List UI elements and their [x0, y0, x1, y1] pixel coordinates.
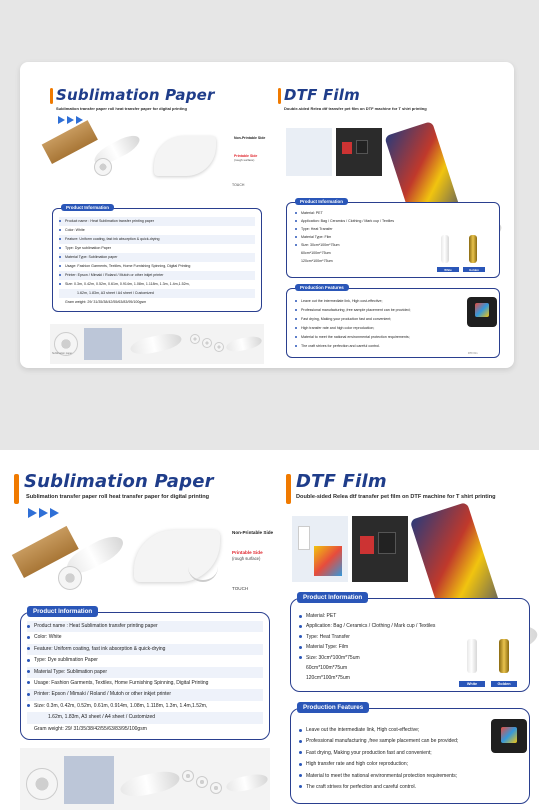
info-item: 1.62m, 1.83m, A3 sheet / A4 sheet / Customized — [27, 712, 263, 723]
gallery-roll-4 — [202, 338, 212, 348]
info-item: Material: PET — [299, 613, 459, 623]
info-item: Usage: Fashion Garments, Textiles, Home Furnishing Spinning, Digital Printing — [27, 678, 263, 689]
dtf-info-box — [290, 594, 530, 692]
tshirt-photo — [352, 516, 408, 582]
info-item: Feature: Uniform coating, fast ink absorption & quick-drying — [59, 235, 255, 244]
dtf-info-list — [295, 211, 425, 267]
dtf-title: DTF Film — [296, 471, 387, 492]
gallery-photo — [64, 756, 114, 804]
info-item: Usage: Fashion Garments, Textiles, Home Furnishing Spinning, Digital Printing — [59, 262, 255, 271]
dtf-subtitle: Double-sided Relea dtf transfer pet film on DTF machine for T shirt printing — [284, 106, 427, 111]
feature-item: Fast drying, Making your production fast and convenient; — [299, 750, 499, 761]
dtf-features-list — [295, 299, 465, 353]
feature-item: Professional manufacturing ,free sample placement can be provided; — [299, 738, 499, 749]
info-item: Size: 0.3m, 0.42m, 0.52m, 0.61m, 0.914m, 1.08m, 1.118m, 1.3m, 1.4m,1.52m, — [59, 280, 255, 289]
info-item: 120cm*100m*75um — [306, 675, 350, 682]
info-item: Application: Bag / Ceramics / Clothing / Mark cup / Textiles — [295, 219, 425, 227]
paper-sheet — [154, 136, 216, 176]
info-item: Material: PET — [295, 211, 425, 219]
printable-note: (rough surface) — [232, 556, 261, 561]
sublimation-info-box — [52, 205, 262, 312]
feature-item: Professional manufacturing ,free sample placement can be provided; — [295, 308, 465, 317]
roll-end — [58, 566, 82, 590]
info-item: Material Type: Film — [299, 644, 459, 654]
white-badge: White — [459, 681, 485, 687]
sublimation-roll-image — [22, 526, 126, 592]
gallery-roll-3 — [190, 334, 200, 344]
title-accent-bar — [286, 474, 291, 504]
paper-sides-image — [130, 524, 230, 590]
dtf-features-list — [299, 727, 499, 795]
touch-label: TOUCH — [232, 183, 245, 187]
sublimation-gallery — [20, 748, 270, 810]
sublimation-info-list — [27, 621, 263, 735]
golden-badge: Golden — [491, 681, 517, 687]
gallery-roll-2 — [119, 768, 182, 800]
features-tshirt-photo — [467, 297, 497, 327]
info-item: Application: Bag / Ceramics / Clothing / Mark cup / Textiles — [299, 623, 459, 633]
white-badge: White — [437, 267, 459, 272]
info-item: 60cm*100m*75um — [306, 664, 348, 671]
tshirt-photo — [336, 128, 382, 176]
sublimation-title: Sublimation Paper — [56, 86, 215, 104]
right-page-footer: DTF film — [468, 352, 478, 355]
info-item: Gram weight: 29/ 31/35/38/42/55/63/83/95/100gsm — [34, 725, 147, 732]
feature-item: Leave out the intermediate link, High cost-effective; — [299, 727, 499, 738]
info-item: Material Type: Sublimation paper — [59, 253, 255, 262]
title-accent-bar — [278, 88, 281, 104]
paper-sides-image — [150, 132, 230, 184]
feature-item: Material to meet the national environmental protection requirements; — [295, 335, 465, 344]
feature-item: Leave out the intermediate link, High cost-effective; — [295, 299, 465, 308]
dtf-title: DTF Film — [284, 86, 360, 104]
feature-item: High transfer rate and high color reproduction; — [295, 326, 465, 335]
printable-label: Printable Side — [234, 154, 258, 158]
info-item: Material Type: Film — [295, 235, 425, 243]
feature-item: Material to meet the national environmental protection requirements; — [299, 773, 499, 784]
info-item: Size: 0.3m, 0.42m, 0.52m, 0.61m, 0.914m, 1.08m, 1.118m, 1.3m, 1.4m,1.52m, — [27, 701, 263, 712]
dtf-info-box — [286, 199, 500, 278]
dtf-info-heading: Product Information — [295, 198, 348, 205]
info-item: 1.62m, 1.83m, A3 sheet / A4 sheet / Customized — [59, 289, 255, 298]
features-tshirt-photo — [491, 719, 527, 753]
left-page-footer: Sublimation paper — [52, 352, 73, 355]
gallery-roll-6 — [225, 772, 269, 794]
sublimation-info-heading: Product Information — [27, 606, 98, 617]
info-item: Product name : Heat Sublimation transfer printing paper — [27, 621, 263, 632]
sublimation-subtitle: Sublimation transfer paper roll heat transfer paper for digital printing — [26, 494, 210, 500]
info-item: Type: Dye sublimation Paper — [27, 655, 263, 666]
gallery-roll-5 — [210, 782, 222, 794]
dtf-info-heading: Product Information — [297, 592, 368, 603]
sublimation-subtitle: Sublimation transfer paper roll heat transfer paper for digital printing — [56, 106, 187, 111]
non-printable-label: Non-Printable Side — [232, 530, 274, 535]
golden-film-photo — [491, 635, 517, 683]
sublimation-roll-image — [50, 130, 142, 182]
feature-item: The craft strives for perfection and careful control. — [295, 344, 465, 353]
arrow-decoration — [28, 508, 59, 518]
printable-label: Printable Side — [232, 550, 263, 555]
cardboard-box — [42, 120, 98, 164]
golden-film-photo — [463, 233, 485, 271]
gallery-roll-1 — [26, 768, 58, 800]
feature-item: The craft strives for perfection and careful control. — [299, 784, 499, 795]
info-item: Printer: Epson / Mimaki / Roland / Mutoh or other inkjet printer — [59, 271, 255, 280]
feature-item: High transfer rate and high color reproduction; — [299, 761, 499, 772]
white-film-photo — [437, 233, 459, 271]
sublimation-title: Sublimation Paper — [24, 471, 214, 492]
title-accent-bar — [50, 88, 53, 104]
dtf-features-box — [290, 704, 530, 804]
dtf-product-photos — [292, 516, 408, 582]
info-item: Gram weight: 29/ 31/35/38/42/55/63/83/95/100gsm — [65, 300, 147, 304]
info-item: Color: White — [27, 632, 263, 643]
info-item: 120cm*100m*75um — [301, 259, 333, 263]
info-item: Type: Heat Transfer — [295, 227, 425, 235]
dtf-features-box — [286, 285, 500, 358]
info-item: Printer: Epson / Mimaki / Roland / Mutoh or other inkjet printer — [27, 689, 263, 700]
printable-note: (rough surface) — [234, 158, 255, 162]
dtf-subtitle: Double-sided Relea dtf transfer pet film on DTF machine for T shirt printing — [296, 494, 496, 500]
sublimation-info-box — [20, 608, 270, 740]
info-item: Type: Dye sublimation Paper — [59, 244, 255, 253]
gallery-roll-4 — [196, 776, 208, 788]
brochure-detail-view — [0, 458, 539, 812]
feature-item: Fast drying, Making your production fast and convenient; — [295, 317, 465, 326]
brochure-preview-card — [20, 62, 514, 368]
gallery-roll-2 — [129, 331, 183, 357]
white-film-photo — [459, 635, 485, 683]
sublimation-info-heading: Product Information — [61, 204, 114, 211]
info-item: Material Type: Sublimation paper — [27, 667, 263, 678]
dtf-features-heading: Production Features — [297, 702, 369, 713]
sublimation-info-list — [59, 217, 255, 307]
dtf-sheets-photo — [286, 128, 332, 176]
info-item: Size: 30cm*100m*75um — [299, 655, 459, 665]
roll-end — [94, 158, 112, 176]
info-item: Type: Heat Transfer — [299, 634, 459, 644]
gallery-photo — [84, 328, 122, 360]
gallery-roll-5 — [214, 342, 224, 352]
info-item: Feature: Uniform coating, fast ink absorption & quick-drying — [27, 644, 263, 655]
touch-label: TOUCH — [232, 586, 249, 591]
golden-badge: Golden — [463, 267, 485, 272]
title-accent-bar — [14, 474, 19, 504]
info-item: 60cm*100m*75um — [301, 251, 331, 255]
info-item: Size: 30cm*100m*75um — [295, 243, 425, 251]
sublimation-gallery — [50, 324, 264, 364]
gallery-roll-3 — [182, 770, 194, 782]
dtf-product-photos — [286, 128, 382, 176]
arrow-decoration — [58, 116, 83, 124]
gallery-roll-6 — [225, 334, 263, 353]
dtf-info-list — [299, 613, 459, 686]
info-item: Product name : Heat Sublimation transfer printing paper — [59, 217, 255, 226]
non-printable-label: Non-Printable Side — [234, 136, 266, 140]
info-item: Color: White — [59, 226, 255, 235]
dtf-features-heading: Production Features — [295, 284, 349, 291]
dtf-sheets-photo — [292, 516, 348, 582]
